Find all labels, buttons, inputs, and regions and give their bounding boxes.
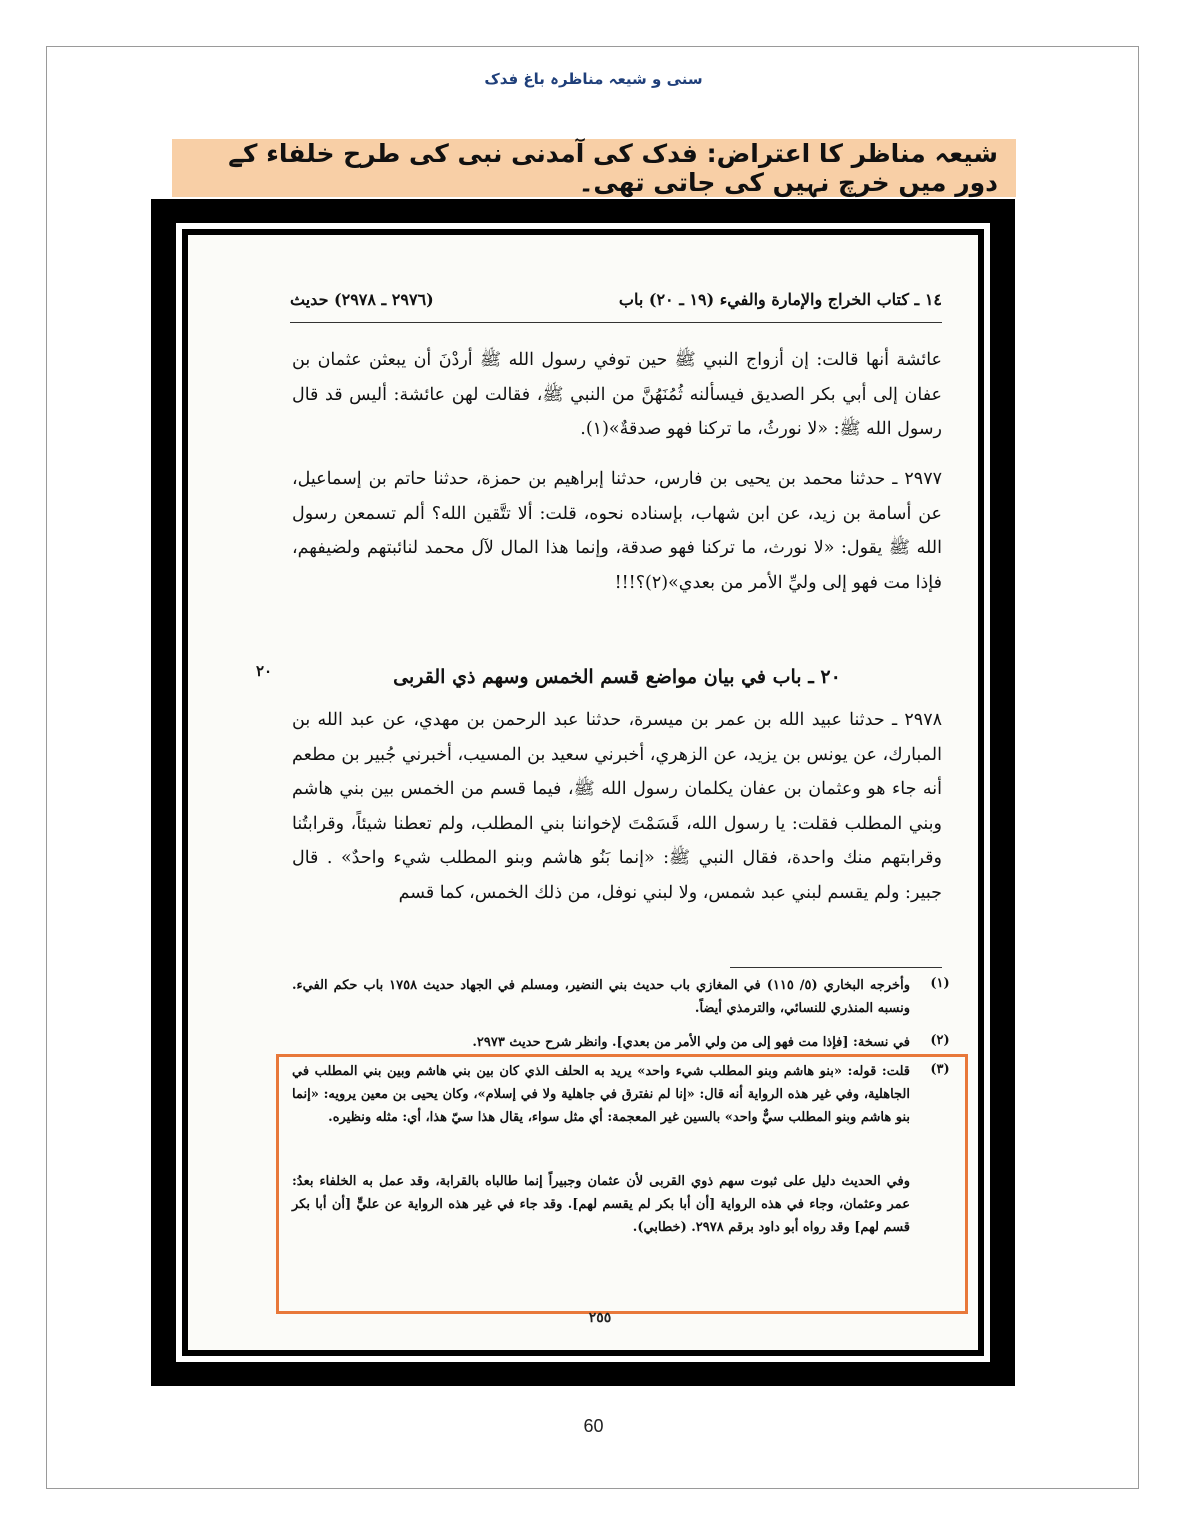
footnote-3-number: (٣) <box>930 1062 950 1077</box>
paragraph-aisha: عائشة أنها قالت: إن أزواج النبي ﷺ حين توفي رسول الله ﷺ أردْنَ أن يبعثن عثمان بن عفان إلى أبي بكر الصديق فيسألنه ثُمُنَهُنَّ من النبي ﷺ، فقالت لهن عائشة: أليس قد قال رسول الله ﷺ: «لا نورثُ، ما تركنا فهو صدقةٌ»(١). <box>292 350 942 439</box>
paragraph-hadith-2978: ٢٩٧٨ ـ حدثنا عبيد الله بن عمر بن ميسرة، حدثنا عبد الرحمن بن مهدي، عن عبد الله بن المبارك، عن يونس بن يزيد، عن الزهري، أخبرني سعيد بن المسيب، أخبرني جُبير بن مطعم أنه جاء هو وعثمان بن عفان يكلمان رسول الله ﷺ، فيما قسم من الخمس بين بني هاشم وبني المطلب فقلت: يا رسول الله، قَسَمْتَ لإخواننا بني المطلب، ولم تعطنا شيئاً، وقرابتُنا وقرابتهم منك واحدة، فقال النبي ﷺ: «إنما بَنُو هاشم وبنو المطلب شيء واحدٌ» . قال جبير: ولم يقسم لبني عبد شمس، ولا لبني نوفل، من ذلك الخمس، كما قسم <box>292 710 942 903</box>
title-banner <box>172 139 1016 197</box>
chapter-heading: ٢٠ ـ باب في بيان مواضع قسم الخمس وسهم ذي القربى <box>393 666 841 688</box>
margin-chapter-number: ٢٠ <box>256 662 273 680</box>
book-header-rule <box>290 322 942 323</box>
running-header: سنی و شیعہ مناظرہ باغ فدک <box>484 70 703 88</box>
book-running-header <box>290 290 942 309</box>
footnote-3-continued: وفي الحديث دليل على ثبوت سهم ذوي القربى لأن عثمان وجبيراً إنما طالباه بالقرابة، وقد عمل به الخلفاء بعدُ: عمر وعثمان، وجاء في هذه الرواية [أن أبا بكر لم يقسم لهم]. وقد جاء في غير هذه الرواية عن عليٍّ [أن أبا بكر قسم لهم] وقد رواه أبو داود برقم ٢٩٧٨. (خطابي). <box>292 1174 910 1235</box>
footnote-1: وأخرجه البخاري (٥/ ١١٥) في المغازي باب حديث بني النضير، ومسلم في الجهاد حديث ١٧٥٨ باب حكم الفيء. ونسبه المنذري للنسائي، والترمذي أيضاً. <box>292 978 910 1016</box>
footnote-rule <box>730 967 942 968</box>
page-number: 60 <box>583 1416 604 1436</box>
footnote-1-number: (١) <box>930 976 950 991</box>
footnote-3: قلت: قوله: «بنو هاشم وبنو المطلب شيء واحد» يريد به الحلف الذي كان بين بني هاشم وبين بني المطلب في الجاهلية، وفي غير هذه الرواية أنه قال: «إنا لم نفترق في جاهلية ولا في إسلام»، وكان يحيى بن معين يرويه: «إنما بنو هاشم وبنو المطلب سيٌّ واحد» بالسين غير المعجمة: أي مثل سواء، يقال هذا سيّ هذا، أي: مثله ونظيره. <box>292 1064 910 1125</box>
book-page-number: ٢٥٥ <box>588 1310 612 1326</box>
footnote-2-number: (٢) <box>930 1033 950 1048</box>
title-banner-text: شیعہ مناظر کا اعتراض: فدک کی آمدنی نبی کی طرح خلفاء کے دور میں خرچ نہیں کی جاتی تھی۔ <box>228 139 998 197</box>
highlight-box <box>276 1054 968 1314</box>
paragraph-hadith-2977: ٢٩٧٧ ـ حدثنا محمد بن يحيى بن فارس، حدثنا إبراهيم بن حمزة، حدثنا حاتم بن إسماعيل، عن أسامة بن زيد، عن ابن شهاب، بإسناده نحوه، قلت: ألا تتَّقين الله؟ ألم تسمعن رسول الله ﷺ يقول: «لا نورث، ما تركنا فهو صدقة، وإنما هذا المال لآل محمد لنائبتهم ولضيفهم، فإذا مت فهو إلى وليِّ الأمر من بعدي»(٢)؟!!! <box>292 469 942 593</box>
book-header-hadith-range: (٢٩٧٦ ـ ٢٩٧٨) حديث <box>290 290 434 309</box>
footnote-2: في نسخة: [فإذا مت فهو إلى من ولي الأمر من بعدي]. وانظر شرح حديث ٢٩٧٣. <box>472 1035 910 1050</box>
book-header-chapter: ١٤ ـ كتاب الخراج والإمارة والفيء (١٩ ـ ٢٠) باب <box>618 290 942 309</box>
